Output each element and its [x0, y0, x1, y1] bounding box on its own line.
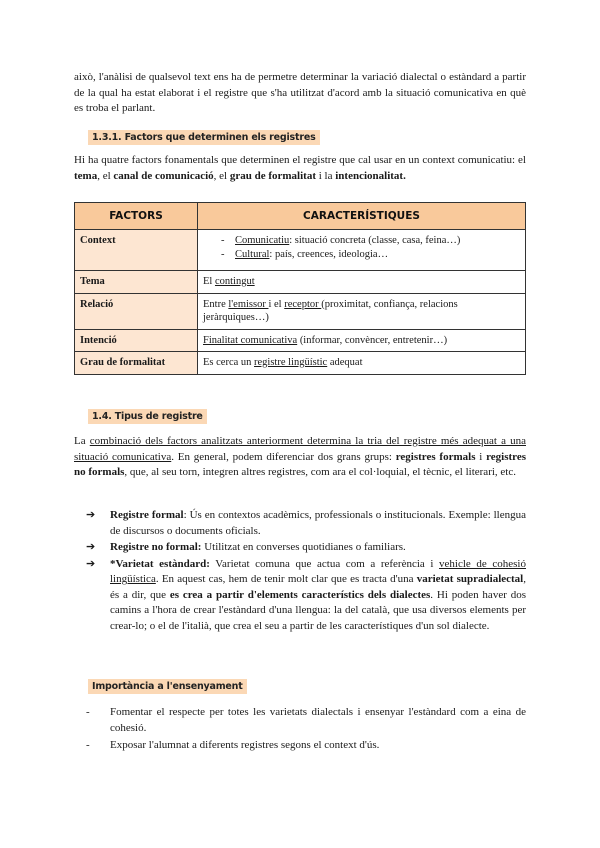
list-item: - Exposar l'alumnat a diferents registres segons el context d'ús. [86, 739, 380, 751]
section-heading-1-3-1: 1.3.1. Factors que determinen els registres [88, 130, 320, 145]
factor-cell: Tema [75, 271, 198, 294]
characteristic-cell: El contingut [198, 271, 526, 294]
table-row [75, 230, 526, 271]
factor-cell: Grau de formalitat [75, 352, 198, 375]
register-types-paragraph: La combinació dels factors analitzats anteriorment determina la tria del registre més adequat a una situació comunicativa. En general, podem diferenciar dos grans grups: registres formals i registres no formals, que, al seu torn, integren altres registres, com ara el col·loquial, el tècnic, el literari, etc. [74, 435, 526, 478]
arrow-icon: ➔ [86, 509, 96, 521]
factor-cell: Context [75, 230, 198, 271]
register-list [86, 508, 526, 635]
arrow-icon: ➔ [86, 541, 96, 553]
table-row [75, 352, 526, 375]
table-row [75, 293, 526, 329]
intro-paragraph: això, l'anàlisi de qualsevol text ens ha de permetre determinar la variació dialectal o estàndard a partir de la qual ha estat elaborat i el registre que s'ha utilitzat d'acord amb la situació comunicativa en què es troba el parlant. [74, 71, 526, 114]
list-item: ➔ Registre no formal: Utilitzat en converses quotidianes o familiars. [86, 540, 526, 556]
characteristic-cell: Es cerca un registre lingüístic adequat [198, 352, 526, 375]
characteristic-cell: Entre l'emissor i el receptor (proximitat, confiança, relacions jeràrquiques…) [198, 293, 526, 329]
characteristic-cell: - Comunicatiu: situació concreta (classe, casa, feina…) - Cultural: país, creences, ideologia… [198, 230, 526, 271]
header-characteristics: CARACTERÍSTIQUES [198, 203, 526, 230]
table-row [75, 271, 526, 294]
list-item: ➔ *Varietat estàndard: Varietat comuna que actua com a referència i vehicle de cohesió lingüística. En aquest cas, hem de tenir molt clar que es tracta d'una varietat supradialectal, és a dir, que es crea a partir d'elements característics dels dialectes. Hi poden haver dos camins a l'hora de crear l'estàndard d'una llengua: la del català, que usa diversos elements per crear-lo; o el de l'italià, que crea el seu a partir de les característiques d'un sol dialecte. [86, 557, 526, 632]
factor-cell: Relació [75, 293, 198, 329]
factors-paragraph: Hi ha quatre factors fonamentals que determinen el registre que cal usar en un context comunicatiu: el tema, el canal de comunicació, el grau de formalitat i la intencionalitat. [74, 154, 526, 182]
header-factors: FACTORS [75, 203, 198, 230]
table-row [75, 329, 526, 352]
list-item: - Fomentar el respecte per totes les varietats dialectals i ensenyar l'estàndard com a eina de cohesió. [86, 706, 526, 734]
factor-cell: Intenció [75, 329, 198, 352]
list-item: ➔ Registre formal: Ús en contextos acadèmics, professionals o institucionals. Exemple: llengua de discursos o documents oficials. [86, 509, 526, 537]
importance-list [86, 705, 526, 756]
section-heading-importancia: Importància a l'ensenyament [88, 679, 247, 694]
characteristic-cell: Finalitat comunicativa (informar, convèncer, entretenir…) [198, 329, 526, 352]
factors-table [74, 202, 526, 375]
arrow-icon: ➔ [86, 557, 96, 570]
table-header-row [75, 203, 526, 230]
section-heading-1-4: 1.4. Tipus de registre [88, 409, 207, 424]
